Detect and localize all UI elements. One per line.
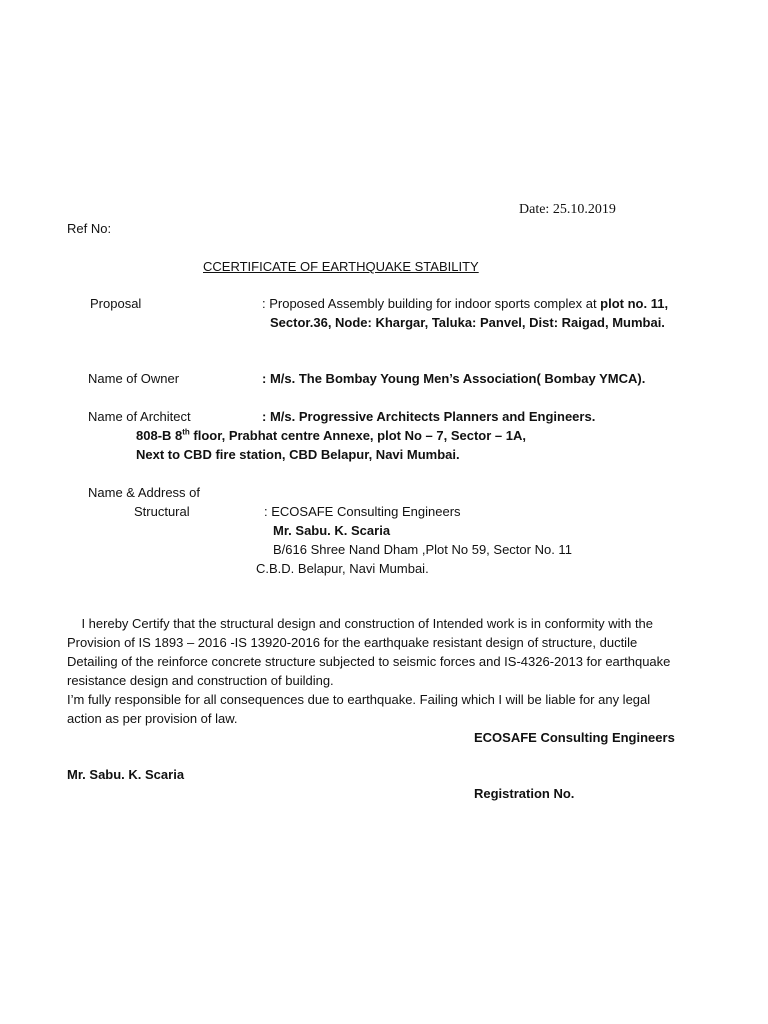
structural-label-line2: Structural (134, 504, 190, 519)
structural-address-line1: B/616 Shree Nand Dham ,Plot No 59, Sector No. 11 (273, 542, 572, 557)
body-line-5: I’m fully responsible for all consequences due to earthquake. Failing which I will be liable for any legal (67, 692, 651, 707)
structural-label-line1: Name & Address of (88, 485, 200, 500)
architect-address (136, 428, 526, 444)
architect-address-rest: floor, Prabhat centre Annexe, plot No – 7, Sector – 1A, (189, 428, 526, 443)
architect-value: : M/s. Progressive Architects Planners and Engineers. (262, 409, 596, 424)
proposal-location: Sector.36, Node: Khargar, Taluka: Panvel, Dist: Raigad, Mumbai. (270, 315, 665, 330)
body-line-2: Provision of IS 1893 – 2016 -IS 13920-2016 for the earthquake resistant design of structure, ductile (67, 635, 638, 650)
ref-no: Ref No: (67, 221, 112, 236)
proposal-value-text: : Proposed Assembly building for indoor sports complex at (262, 296, 601, 311)
body-line-1: I hereby Certify that the structural design and construction of Intended work is in conformity with the (67, 616, 654, 631)
structural-firm: : ECOSAFE Consulting Engineers (264, 504, 461, 519)
structural-person: Mr. Sabu. K. Scaria (273, 523, 391, 538)
architect-address-sup: th (182, 427, 190, 437)
proposal-value (262, 296, 668, 312)
registration-no: Registration No. (474, 786, 575, 801)
owner-value: : M/s. The Bombay Young Men’s Association( Bombay YMCA). (262, 371, 646, 386)
date: Date: 25.10.2019 (519, 202, 616, 217)
proposal-label: Proposal (90, 296, 142, 311)
structural-address-line2: C.B.D. Belapur, Navi Mumbai. (256, 561, 429, 576)
body-line-4: resistance design and construction of building. (67, 673, 334, 688)
architect-address-line2: Next to CBD fire station, CBD Belapur, Navi Mumbai. (136, 447, 460, 462)
owner-label: Name of Owner (88, 371, 180, 386)
signature-person: Mr. Sabu. K. Scaria (67, 767, 185, 782)
architect-address-unit: 808-B 8 (136, 428, 183, 443)
proposal-plot: plot no. 11, (600, 296, 669, 311)
architect-label: Name of Architect (88, 409, 191, 424)
body-line-3: Detailing of the reinforce concrete structure subjected to seismic forces and IS-4326-2013 for earthquake (67, 654, 671, 669)
body-line-6: action as per provision of law. (67, 711, 238, 726)
page-title: CCERTIFICATE OF EARTHQUAKE STABILITY (203, 259, 479, 274)
signature-firm: ECOSAFE Consulting Engineers (474, 730, 675, 745)
